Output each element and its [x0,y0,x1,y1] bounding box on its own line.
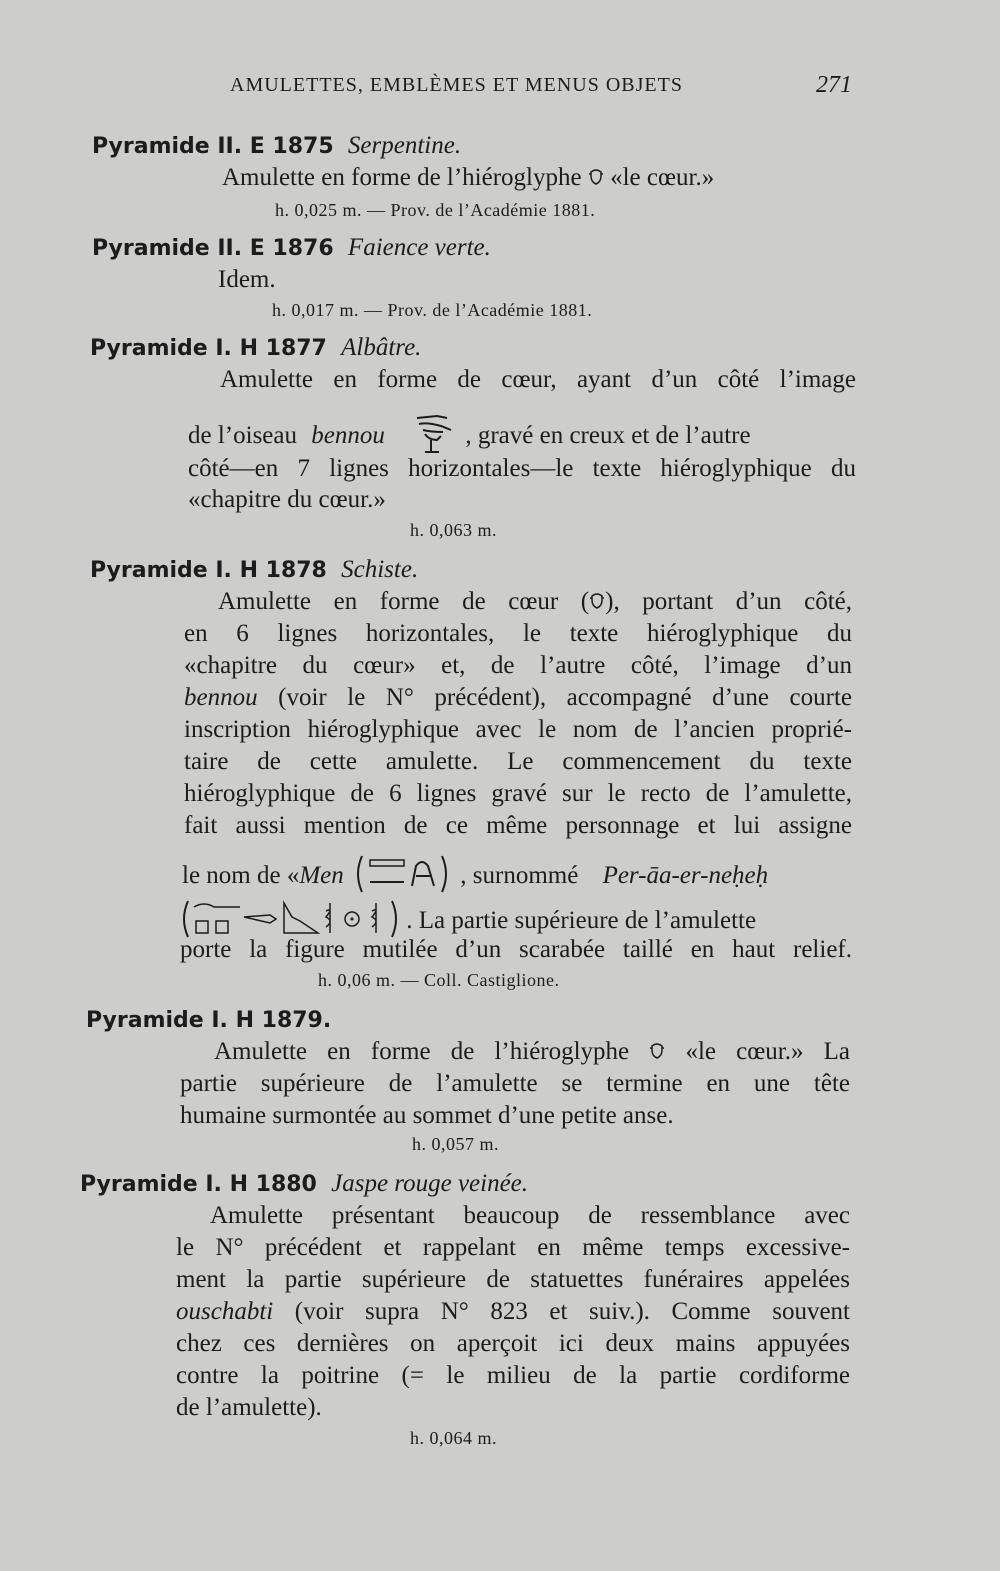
entry-text-line: Idem. [218,266,276,293]
entry-label: Pyramide I. H 1880 [80,1172,317,1197]
entry-text-line: chez ces dernières on aperçoit ici deux mains appuyées [176,1330,850,1357]
entry-label: Pyramide I. H 1878 [90,558,327,583]
entry-material: Faience verte. [347,234,491,261]
text-segment: Amulette en forme de l’hiéroglyphe [222,164,582,191]
text-segment: Per-āa-er-neḥeḥ [602,862,769,890]
text-segment: (voir supra N° 823 et suiv.). Comme souvent [273,1298,850,1325]
text-segment: «le cœur.» La [685,1038,850,1065]
entry-text-line: côté—en 7 lignes horizontales—le texte hiéroglyphique du [188,455,856,482]
entry-label: Pyramide I. H 1877 [90,336,327,361]
entry-text-line: taire de cette amulette. Le commencement du texte [184,748,852,775]
entry-text-line [182,852,768,903]
entry-heading-1879 [86,1006,331,1034]
entry-text-line: Amulette présentant beaucoup de ressemblance avec [210,1202,850,1229]
entry-label: Pyramide II. E 1876 [92,236,334,261]
entry-heading-1880 [80,1170,528,1198]
entry-text-line: inscription hiéroglyphique avec le nom de l’ancien proprié- [184,716,852,743]
men-hieroglyph-group-icon [354,852,450,903]
heart-hieroglyph-icon [589,589,605,617]
entry-heading-1876 [92,234,491,262]
text-segment: ), portant d’un côté, [605,588,852,615]
page-number: 271 [816,72,852,98]
entry-text-line: le N° précédent et rappelant en même temps excessive- [176,1234,850,1261]
entry-heading-1878 [90,556,418,584]
entry-text-line: contre la poitrine (= le milieu de la partie cordiforme [176,1362,850,1389]
entry-meta: h. 0,017 m. — Prov. de l’Académie 1881. [272,300,593,320]
entry-text-line: en 6 lignes horizontales, le texte hiéroglyphique du [184,620,852,647]
entry-text-line [176,1298,850,1326]
entry-text-line: humaine surmontée au sommet d’une petite anse. [180,1102,674,1129]
entry-heading-1875 [92,132,461,160]
text-segment: de l’oiseau [188,422,297,450]
heart-hieroglyph-icon [588,165,604,193]
entry-text-line [214,1038,850,1067]
text-segment: «le cœur.» [610,164,715,191]
entry-label: Pyramide II. E 1875 [92,134,334,159]
text-segment: . La partie supérieure de l’amulette [406,907,757,935]
entry-text-line: Amulette en forme de cœur, ayant d’un côté l’image [220,366,856,393]
text-segment: (voir le N° précédent), accompagné d’une courte [257,684,852,711]
entry-material: Jaspe rouge veinée. [331,1170,529,1197]
text-segment: bennou [184,684,258,711]
entry-material: Schiste. [341,556,419,583]
entry-meta: h. 0,064 m. [410,1428,498,1448]
text-segment: bennou [311,422,385,450]
text-segment: Amulette en forme de cœur ( [218,588,590,615]
entry-heading-1877 [90,334,421,362]
text-segment: le nom de « [182,862,300,890]
entry-text-line: hiéroglyphique de 6 lignes gravé sur le recto de l’amulette, [184,780,852,807]
entry-meta: h. 0,063 m. [410,520,498,540]
entry-text-line: fait aussi mention de ce même personnage et lui assigne [184,812,852,839]
text-segment: Men [299,862,344,890]
heart-hieroglyph-icon [649,1039,665,1067]
entry-label: Pyramide I. H 1879. [86,1008,332,1033]
entry-text-line [222,164,714,193]
entry-text-line: «chapitre du cœur.» [188,486,386,513]
running-title: AMULETTES, EMBLÈMES ET MENUS OBJETS [230,74,683,96]
entry-text-line: de l’amulette). [176,1394,322,1421]
entry-text-line: partie supérieure de l’amulette se termine en une tête [180,1070,850,1097]
entry-text-line [184,684,852,712]
text-segment: Amulette en forme de l’hiéroglyphe [214,1038,630,1065]
text-segment: , surnommé [460,862,579,890]
entry-meta: h. 0,025 m. — Prov. de l’Académie 1881. [275,200,596,220]
text-segment: ouschabti [176,1298,274,1325]
entry-text-line [218,588,852,617]
entry-material: Albâtre. [341,334,422,361]
entry-text-line: porte la figure mutilée d’un scarabée taillé en haut relief. [180,936,852,963]
entry-material: Serpentine. [347,132,462,159]
entry-meta: h. 0,06 m. — Coll. Castiglione. [318,970,560,990]
entry-text-line: ment la partie supérieure de statuettes funéraires appelées [176,1266,850,1293]
text-segment: , gravé en creux et de l’autre [465,422,751,450]
entry-meta: h. 0,057 m. [412,1134,500,1154]
entry-text-line: «chapitre du cœur» et, de l’autre côté, l’image d’un [184,652,852,679]
